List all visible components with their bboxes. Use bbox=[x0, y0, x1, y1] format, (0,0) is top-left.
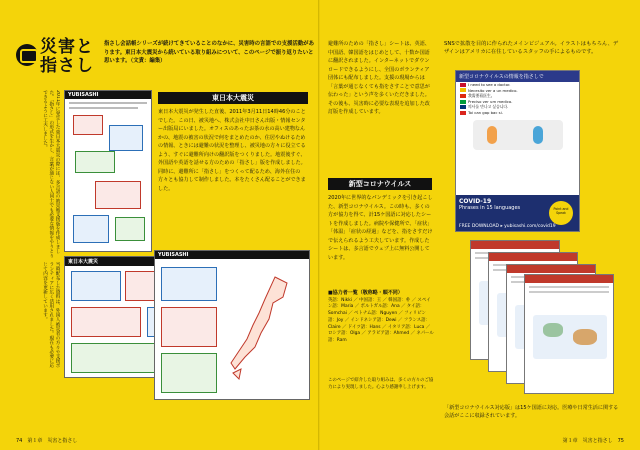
poster-line: Preciso ver um medico. bbox=[456, 99, 579, 105]
sheet-thumbnail bbox=[524, 274, 614, 394]
covid-poster-image bbox=[455, 70, 580, 232]
intro-paragraph: 指さし会話帳シリーズが続けてきていることのなかに、災害時の言語での支援活動があります。東日本大震災から続いている取り組みについて、このページで振り返りたいと思います。（文責：編集） bbox=[104, 41, 314, 65]
poster-head: 新型コロナウイルスの情報を指さしで bbox=[456, 71, 579, 82]
poster-circle-badge: Point and Speak bbox=[549, 201, 573, 225]
poster-line: Toi can gap bac si. bbox=[456, 110, 579, 116]
credits-title: ■協力者一覧（敬称略・順不同） bbox=[328, 290, 403, 296]
page-title bbox=[40, 38, 100, 76]
poster-foot-sub: Phrases in 15 languages bbox=[459, 205, 521, 211]
flag-icon bbox=[460, 100, 466, 104]
map2-header: 東日本大震災 bbox=[65, 257, 223, 266]
poster-illustration bbox=[473, 120, 563, 150]
map-thumbnail-3 bbox=[154, 250, 310, 400]
poster-line: Necesito ver a un medico. bbox=[456, 88, 579, 94]
japan-map-icon bbox=[225, 273, 295, 383]
flag-icon bbox=[460, 83, 466, 87]
folio-right: 第１章 災害と指さし 75 bbox=[562, 438, 624, 444]
flag-icon bbox=[460, 88, 466, 92]
poster-line: 我需要看医生。 bbox=[456, 93, 579, 99]
east-japan-body: 東日本大震災が発生した直後、2011年3月11日14時46分のことでした。この日、被災地へ、株式会社中日さん出版・情報センター出版局にいました。オフィスのあったお茶の水の高い建物なんかの、地震の被害の状況で何をまとめたのか、住居やぬけるための情報、ときには避難の状況を整理し、被災地の方々に役立てるよう、すぐに避難所向けの翻訳版をつくりました。地震後すぐ、外国語や英語を話せる方のための「指さし」版を作成しました。同時に、避難所に「指さし」をつくって配るため、海外在住の方々とも協力して制作しました。本をたくさん配ることができました。 bbox=[158, 109, 306, 192]
credits-block bbox=[328, 290, 434, 345]
title-line-1: 災害と bbox=[40, 37, 94, 57]
thanks-note: このページで紹介した取り組みは、多くの方々のご協力により実現しました。心より感謝申し上げます。 bbox=[328, 378, 434, 390]
map3-header: YUBISASHI bbox=[155, 251, 309, 259]
poster-line: 의사를 만나고 싶습니다. bbox=[456, 104, 579, 110]
right-column-1-body: 避難所のための「指さし」シートは、英語、中国語、韓国語をはじめとして、十数か国語に翻訳されました。インターネットでダウンロードできるようにし、全国のボランティア団体にも配布しました。支援の現場からは「言葉が通じなくても指をさすことで意思が伝わった」という声を多くいただきました。その後も、災害時に必要な表現を追加した改訂版を作成しています。 bbox=[328, 41, 430, 115]
flag-icon bbox=[460, 111, 466, 115]
covid-body: 2020年に世界的なパンデミックを引き起こした、新型コロナウイルス。この時も、多くの方が協力を得て、計15ケ国語に対応したシートを作成しました。病院や保健所で、「症状」「体温」「症状の経過」などを、指をさすだけで伝えられるよう工夫しています。作成したシートは、多言語でウェブ上に無料公開しています。 bbox=[328, 195, 433, 261]
flag-icon bbox=[460, 94, 466, 98]
title-line-2: 指さし bbox=[40, 56, 94, 76]
section-heading-covid: 新型コロナウイルス bbox=[328, 178, 432, 190]
vertical-text-2: 当時配布した資料は、外国人被災者の方々や支援ボランティアに広く活用されました。現在も必要に応じて内容を更新しています。 bbox=[42, 262, 60, 368]
credits-body: 英語：Nikki ／ 中国語：王 ／ 韓国語：朴 ／ スペイン語：Maria ／ ポルトガル語：Ana ／ タイ語：Somchai ／ ベトナム語：Nguyen ／ フィリピン語：Joy ／ インドネシア語：Dewi ／ フランス語：Claire ／ ドイツ語：Hans ／ イタリア語：Luca ／ ロシア語：Olga ／ アラビア語：Ahmed ／ ネパール語：Ram bbox=[328, 297, 434, 343]
poster-foot-title: COVID-19 bbox=[459, 198, 492, 205]
map-thumbnail-1 bbox=[64, 90, 152, 252]
section-heading-east-japan: 東日本大震災 bbox=[158, 92, 308, 104]
map1-header: YUBISASHI bbox=[65, 91, 151, 99]
sheet-stack-image bbox=[470, 240, 620, 400]
covid-sheets-caption: 「新型コロナウイルス対応版」は15ケ国語に対応。医療や日常生活に関する会話がここに収録されています。 bbox=[444, 405, 619, 420]
folio-left: 74 第１章 災害と指さし bbox=[16, 438, 78, 444]
disaster-helmet-icon bbox=[16, 44, 38, 66]
vertical-text-1: 2011年に発生した東日本大震災の際には、多言語の被災地支援版を作成しました。「指さし」の形式を生かし、言葉が通じない人同士でも必要な情報をやりとりできるように工夫しました。 bbox=[42, 90, 60, 258]
poster-download-text: FREE DOWNLOAD ▸ yubisashi.com/covid19 bbox=[459, 224, 556, 229]
flag-icon bbox=[460, 105, 466, 109]
sns-caption: SNSで拡散を目的に作られたメインビジュアル。イラストはもちろん、デザインはアメリカに在住しているスタッフの手によるものです。 bbox=[444, 41, 619, 56]
poster-line: I need to see a doctor. bbox=[456, 82, 579, 88]
